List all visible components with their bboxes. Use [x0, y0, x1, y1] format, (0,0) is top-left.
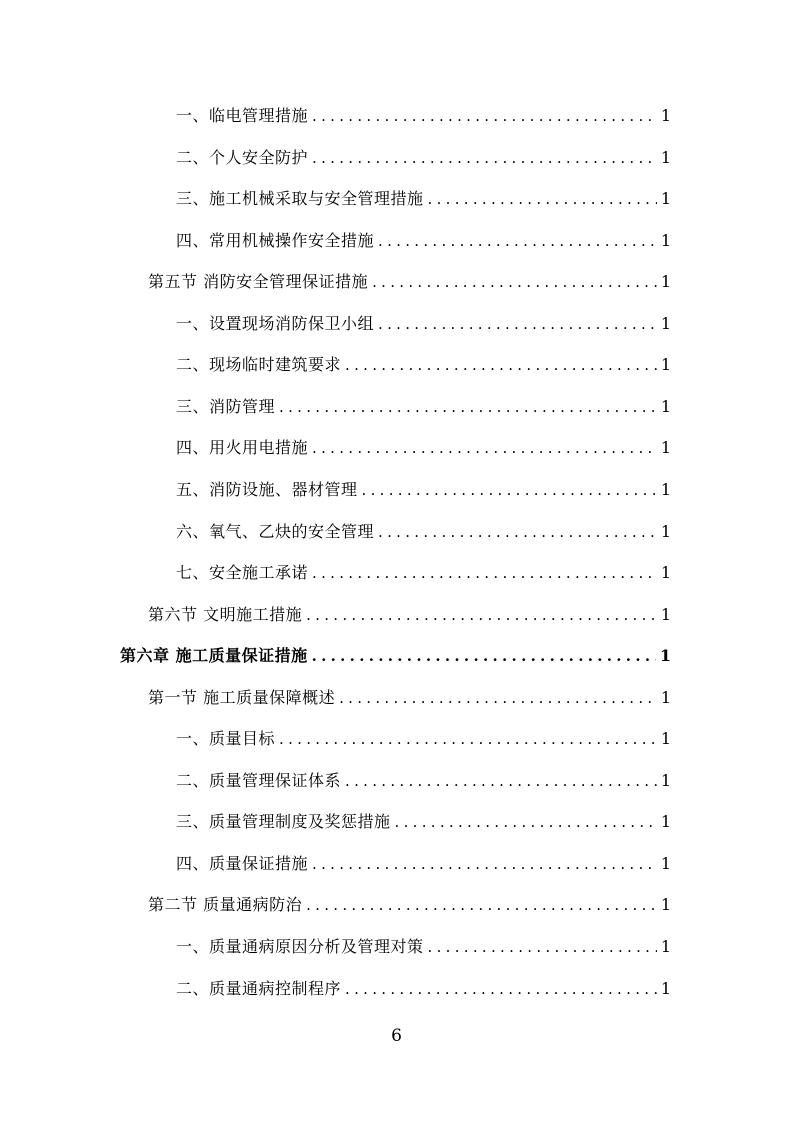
toc-entry-page: 1 [660, 106, 671, 125]
toc-entry-page: 1 [660, 314, 671, 333]
toc-entry-title: 第五节 消防安全管理保证措施 [148, 272, 369, 291]
toc-entry-title: 四、常用机械操作安全措施 [176, 231, 375, 250]
toc-leader-dots [362, 478, 657, 502]
toc-entry-title: 一、设置现场消防保卫小组 [176, 314, 375, 333]
toc-entry-title: 五、消防设施、器材管理 [176, 480, 358, 499]
toc-entry-page: 1 [660, 812, 671, 831]
toc-leader-dots [345, 977, 657, 1001]
toc-leader-dots [312, 436, 657, 460]
toc-leader-dots [395, 810, 657, 834]
toc-entry[interactable] [176, 852, 671, 876]
toc-entry[interactable] [176, 229, 671, 253]
toc-entry-title: 一、临电管理措施 [176, 106, 309, 125]
toc-leader-dots [312, 104, 657, 128]
toc-entry-title: 三、质量管理制度及奖惩措施 [176, 812, 391, 831]
toc-entry-title: 一、质量目标 [176, 729, 276, 748]
toc-entry[interactable] [120, 644, 671, 668]
toc-entry-title: 三、施工机械采取与安全管理措施 [176, 189, 424, 208]
toc-entry-title: 六、氧气、乙炔的安全管理 [176, 522, 375, 541]
toc-entry-title: 二、质量通病控制程序 [176, 979, 342, 998]
toc-entry-page: 1 [660, 480, 671, 499]
toc-entry-title: 二、个人安全防护 [176, 148, 309, 167]
toc-entry-title: 第一节 施工质量保障概述 [148, 688, 336, 707]
toc-entry[interactable] [176, 520, 671, 544]
toc-entry-title: 第六节 文明施工措施 [148, 605, 303, 624]
toc-entry-title: 二、质量管理保证体系 [176, 771, 342, 790]
toc-entry[interactable] [176, 436, 671, 460]
toc-entry-page: 1 [660, 522, 671, 541]
toc-entry[interactable] [176, 478, 671, 502]
toc-entry[interactable] [176, 935, 671, 959]
toc-leader-dots [306, 893, 657, 917]
toc-entry-page: 1 [660, 688, 671, 707]
toc-leader-dots [312, 644, 656, 668]
toc-entry-title: 第六章 施工质量保证措施 [120, 646, 308, 665]
toc-entry-page: 1 [660, 189, 671, 208]
toc-entry-title: 四、质量保证措施 [176, 854, 309, 873]
toc-entry-page: 1 [660, 895, 671, 914]
toc-leader-dots [378, 312, 657, 336]
toc-entry[interactable] [176, 395, 671, 419]
toc-leader-dots [312, 561, 657, 585]
toc-entry-page: 1 [660, 771, 671, 790]
toc-leader-dots [345, 353, 657, 377]
toc-entry[interactable] [176, 561, 671, 585]
toc-entry[interactable] [176, 810, 671, 834]
toc-entry-page: 1 [659, 646, 671, 665]
toc-entry-title: 一、质量通病原因分析及管理对策 [176, 937, 424, 956]
page-number: 6 [391, 1026, 402, 1046]
toc-entry-page: 1 [660, 231, 671, 250]
toc-leader-dots [345, 769, 657, 793]
toc-leader-dots [312, 146, 657, 170]
toc-entry-page: 1 [660, 605, 671, 624]
toc-entry-title: 二、现场临时建筑要求 [176, 355, 342, 374]
toc-leader-dots [312, 852, 657, 876]
toc-entry[interactable] [148, 686, 671, 710]
toc-entry-page: 1 [660, 397, 671, 416]
toc-leader-dots [428, 187, 657, 211]
toc-entry-title: 七、安全施工承诺 [176, 563, 309, 582]
toc-entry[interactable] [176, 727, 671, 751]
toc-leader-dots [279, 395, 657, 419]
toc-entry[interactable] [176, 104, 671, 128]
toc-entry-title: 三、消防管理 [176, 397, 276, 416]
toc-leader-dots [279, 727, 657, 751]
toc-entry[interactable] [176, 187, 671, 211]
toc-leader-dots [378, 229, 657, 253]
toc-entry-page: 1 [660, 148, 671, 167]
toc-entry-page: 1 [660, 355, 671, 374]
toc-leader-dots [428, 935, 657, 959]
toc-entry-page: 1 [660, 438, 671, 457]
toc-entry-page: 1 [660, 563, 671, 582]
toc-entry[interactable] [148, 270, 671, 294]
toc-entry-page: 1 [660, 272, 671, 291]
toc-leader-dots [306, 603, 657, 627]
toc-entry[interactable] [176, 769, 671, 793]
toc-entry[interactable] [148, 893, 671, 917]
toc-entry-page: 1 [660, 937, 671, 956]
toc-entry-page: 1 [660, 979, 671, 998]
toc-entry[interactable] [176, 312, 671, 336]
toc-entry[interactable] [148, 603, 671, 627]
toc-leader-dots [378, 520, 657, 544]
toc-entry[interactable] [176, 977, 671, 1001]
toc-entry[interactable] [176, 146, 671, 170]
toc-entry-page: 1 [660, 729, 671, 748]
toc-entry[interactable] [176, 353, 671, 377]
toc-leader-dots [372, 270, 657, 294]
toc-entry-page: 1 [660, 854, 671, 873]
toc-leader-dots [339, 686, 657, 710]
toc-entry-title: 四、用火用电措施 [176, 438, 309, 457]
toc-entry-title: 第二节 质量通病防治 [148, 895, 303, 914]
